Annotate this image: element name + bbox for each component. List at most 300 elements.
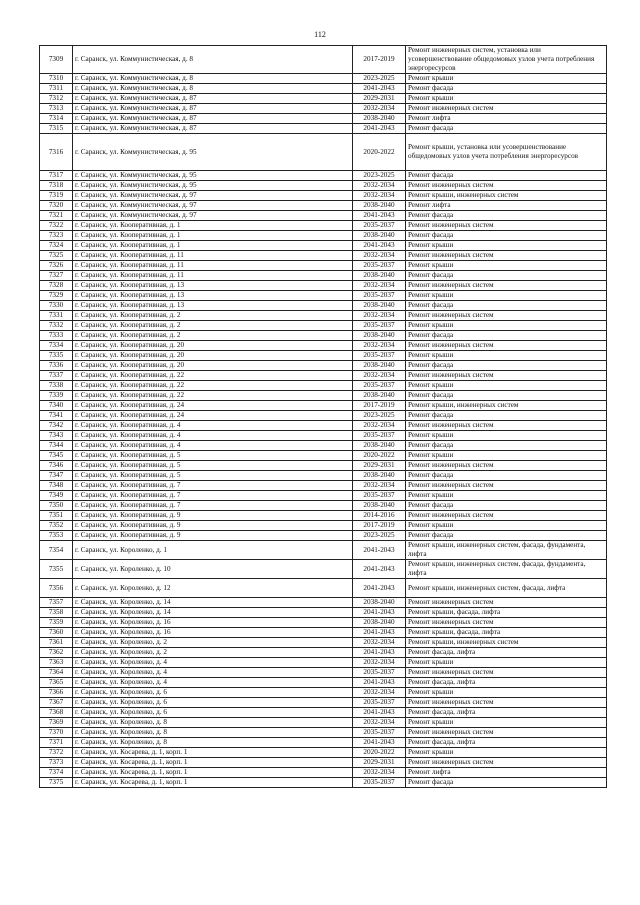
table-row	[40, 441, 607, 451]
row-address: г. Саранск, ул. Коммунистическая, д. 97	[73, 201, 353, 211]
row-period: 2038-2040	[353, 618, 406, 628]
row-work-type: Ремонт инженерных систем	[406, 104, 607, 114]
row-address: г. Саранск, ул. Короленко, д. 6	[73, 708, 353, 718]
row-period: 2041-2043	[353, 541, 406, 560]
row-address: г. Саранск, ул. Кооперативная, д. 7	[73, 481, 353, 491]
row-period: 2041-2043	[353, 738, 406, 748]
row-number: 7350	[40, 501, 73, 511]
row-address: г. Саранск, ул. Кооперативная, д. 22	[73, 381, 353, 391]
row-address: г. Саранск, ул. Кооперативная, д. 11	[73, 251, 353, 261]
row-address: г. Саранск, ул. Кооперативная, д. 1	[73, 241, 353, 251]
row-number: 7338	[40, 381, 73, 391]
row-address: г. Саранск, ул. Кооперативная, д. 1	[73, 221, 353, 231]
row-address: г. Саранск, ул. Кооперативная, д. 9	[73, 511, 353, 521]
row-address: г. Саранск, ул. Коммунистическая, д. 87	[73, 114, 353, 124]
table-row	[40, 678, 607, 688]
table-row	[40, 608, 607, 618]
row-period: 2041-2043	[353, 124, 406, 134]
table-row	[40, 46, 607, 74]
table-row	[40, 341, 607, 351]
row-number: 7355	[40, 560, 73, 579]
row-address: г. Саранск, ул. Кооперативная, д. 20	[73, 341, 353, 351]
row-number: 7334	[40, 341, 73, 351]
row-number: 7322	[40, 221, 73, 231]
row-period: 2017-2019	[353, 521, 406, 531]
table-row	[40, 451, 607, 461]
row-period: 2035-2037	[353, 698, 406, 708]
row-number: 7318	[40, 181, 73, 191]
row-address: г. Саранск, ул. Короленко, д. 4	[73, 678, 353, 688]
row-period: 2032-2034	[353, 481, 406, 491]
row-work-type: Ремонт крыши	[406, 241, 607, 251]
row-number: 7353	[40, 531, 73, 541]
row-address: г. Саранск, ул. Кооперативная, д. 11	[73, 271, 353, 281]
row-address: г. Саранск, ул. Короленко, д. 4	[73, 668, 353, 678]
row-address: г. Саранск, ул. Кооперативная, д. 4	[73, 441, 353, 451]
row-work-type: Ремонт инженерных систем	[406, 728, 607, 738]
row-period: 2032-2034	[353, 281, 406, 291]
row-period: 2041-2043	[353, 579, 406, 598]
table-row	[40, 748, 607, 758]
row-period: 2041-2043	[353, 628, 406, 638]
row-period: 2032-2034	[353, 421, 406, 431]
table-row	[40, 560, 607, 579]
table-row	[40, 114, 607, 124]
row-address: г. Саранск, ул. Кооперативная, д. 11	[73, 261, 353, 271]
table-row	[40, 698, 607, 708]
table-row	[40, 758, 607, 768]
row-number: 7347	[40, 471, 73, 481]
row-period: 2035-2037	[353, 381, 406, 391]
row-address: г. Саранск, ул. Кооперативная, д. 2	[73, 321, 353, 331]
row-number: 7309	[40, 46, 73, 74]
row-period: 2020-2022	[353, 451, 406, 461]
table-row	[40, 511, 607, 521]
row-period: 2038-2040	[353, 331, 406, 341]
row-address: г. Саранск, ул. Косарева, д. 1, корп. 1	[73, 778, 353, 788]
row-number: 7335	[40, 351, 73, 361]
table-row	[40, 728, 607, 738]
row-number: 7352	[40, 521, 73, 531]
table-row	[40, 261, 607, 271]
row-period: 2038-2040	[353, 361, 406, 371]
row-work-type: Ремонт крыши	[406, 291, 607, 301]
row-address: г. Саранск, ул. Короленко, д. 8	[73, 738, 353, 748]
row-work-type: Ремонт крыши, установка или усовершенствование общедомовых узлов учета потребления энергоресурсов	[406, 134, 607, 171]
table-row	[40, 718, 607, 728]
row-number: 7340	[40, 401, 73, 411]
row-address: г. Саранск, ул. Короленко, д. 2	[73, 638, 353, 648]
table-row	[40, 411, 607, 421]
row-number: 7368	[40, 708, 73, 718]
row-work-type: Ремонт крыши, фасада, лифта	[406, 608, 607, 618]
row-work-type: Ремонт инженерных систем	[406, 668, 607, 678]
table-row	[40, 391, 607, 401]
row-address: г. Саранск, ул. Коммунистическая, д. 87	[73, 94, 353, 104]
row-work-type: Ремонт крыши	[406, 261, 607, 271]
row-work-type: Ремонт фасада	[406, 271, 607, 281]
table-row	[40, 104, 607, 114]
row-period: 2014-2016	[353, 511, 406, 521]
row-address: г. Саранск, ул. Коммунистическая, д. 87	[73, 104, 353, 114]
row-number: 7360	[40, 628, 73, 638]
row-period: 2020-2022	[353, 748, 406, 758]
table-row	[40, 231, 607, 241]
table-row	[40, 381, 607, 391]
row-work-type: Ремонт инженерных систем	[406, 698, 607, 708]
row-address: г. Саранск, ул. Косарева, д. 1, корп. 1	[73, 748, 353, 758]
row-work-type: Ремонт крыши	[406, 321, 607, 331]
row-work-type: Ремонт фасада	[406, 211, 607, 221]
row-period: 2038-2040	[353, 441, 406, 451]
table-row	[40, 221, 607, 231]
row-number: 7364	[40, 668, 73, 678]
row-number: 7331	[40, 311, 73, 321]
row-number: 7359	[40, 618, 73, 628]
row-address: г. Саранск, ул. Кооперативная, д. 9	[73, 521, 353, 531]
row-period: 2041-2043	[353, 678, 406, 688]
row-period: 2032-2034	[353, 371, 406, 381]
row-work-type: Ремонт крыши	[406, 718, 607, 728]
row-address: г. Саранск, ул. Короленко, д. 6	[73, 698, 353, 708]
table-body	[40, 46, 607, 788]
row-work-type: Ремонт фасада	[406, 411, 607, 421]
row-period: 2038-2040	[353, 301, 406, 311]
row-address: г. Саранск, ул. Кооперативная, д. 13	[73, 291, 353, 301]
row-work-type: Ремонт крыши	[406, 351, 607, 361]
row-period: 2038-2040	[353, 231, 406, 241]
row-address: г. Саранск, ул. Кооперативная, д. 20	[73, 361, 353, 371]
row-period: 2035-2037	[353, 351, 406, 361]
table-row	[40, 311, 607, 321]
row-work-type: Ремонт лифта	[406, 114, 607, 124]
row-period: 2035-2037	[353, 728, 406, 738]
row-period: 2029-2031	[353, 758, 406, 768]
row-number: 7330	[40, 301, 73, 311]
row-number: 7313	[40, 104, 73, 114]
row-period: 2032-2034	[353, 718, 406, 728]
row-number: 7371	[40, 738, 73, 748]
table-row	[40, 171, 607, 181]
row-work-type: Ремонт крыши	[406, 74, 607, 84]
row-address: г. Саранск, ул. Косарева, д. 1, корп. 1	[73, 768, 353, 778]
row-number: 7361	[40, 638, 73, 648]
row-address: г. Саранск, ул. Короленко, д. 16	[73, 628, 353, 638]
row-period: 2032-2034	[353, 341, 406, 351]
row-period: 2035-2037	[353, 321, 406, 331]
row-address: г. Саранск, ул. Кооперативная, д. 13	[73, 281, 353, 291]
row-work-type: Ремонт фасада	[406, 361, 607, 371]
row-number: 7367	[40, 698, 73, 708]
table-row	[40, 251, 607, 261]
row-address: г. Саранск, ул. Коммунистическая, д. 97	[73, 191, 353, 201]
row-work-type: Ремонт фасада, лифта	[406, 678, 607, 688]
row-period: 2032-2034	[353, 311, 406, 321]
table-row	[40, 658, 607, 668]
row-address: г. Саранск, ул. Кооперативная, д. 4	[73, 431, 353, 441]
row-number: 7345	[40, 451, 73, 461]
row-number: 7365	[40, 678, 73, 688]
row-number: 7344	[40, 441, 73, 451]
row-period: 2032-2034	[353, 181, 406, 191]
table-row	[40, 471, 607, 481]
table-row	[40, 351, 607, 361]
row-work-type: Ремонт инженерных систем	[406, 618, 607, 628]
table-row	[40, 738, 607, 748]
table-row	[40, 331, 607, 341]
page-number: 112	[314, 30, 326, 39]
row-work-type: Ремонт фасада	[406, 171, 607, 181]
row-work-type: Ремонт крыши, инженерных систем, фасада, лифта	[406, 579, 607, 598]
row-work-type: Ремонт фасада, лифта	[406, 738, 607, 748]
row-number: 7339	[40, 391, 73, 401]
row-work-type: Ремонт крыши	[406, 521, 607, 531]
row-period: 2041-2043	[353, 708, 406, 718]
table-row	[40, 579, 607, 598]
row-period: 2032-2034	[353, 191, 406, 201]
row-address: г. Саранск, ул. Кооперативная, д. 24	[73, 401, 353, 411]
row-period: 2035-2037	[353, 291, 406, 301]
row-number: 7346	[40, 461, 73, 471]
repair-schedule-table	[39, 45, 607, 788]
row-period: 2023-2025	[353, 531, 406, 541]
table-row	[40, 181, 607, 191]
table-row	[40, 688, 607, 698]
row-address: г. Саранск, ул. Короленко, д. 16	[73, 618, 353, 628]
row-period: 2032-2034	[353, 688, 406, 698]
row-number: 7356	[40, 579, 73, 598]
row-period: 2035-2037	[353, 668, 406, 678]
row-number: 7358	[40, 608, 73, 618]
row-address: г. Саранск, ул. Короленко, д. 2	[73, 648, 353, 658]
table-row	[40, 461, 607, 471]
table-row	[40, 321, 607, 331]
table-row	[40, 241, 607, 251]
row-work-type: Ремонт инженерных систем	[406, 221, 607, 231]
row-period: 2041-2043	[353, 648, 406, 658]
row-work-type: Ремонт инженерных систем	[406, 371, 607, 381]
row-work-type: Ремонт крыши	[406, 451, 607, 461]
table-row	[40, 271, 607, 281]
row-address: г. Саранск, ул. Кооперативная, д. 9	[73, 531, 353, 541]
row-work-type: Ремонт фасада	[406, 301, 607, 311]
row-work-type: Ремонт крыши	[406, 748, 607, 758]
row-period: 2032-2034	[353, 251, 406, 261]
table-row	[40, 124, 607, 134]
table-row	[40, 521, 607, 531]
row-work-type: Ремонт фасада, лифта	[406, 708, 607, 718]
table-row	[40, 531, 607, 541]
table-row	[40, 84, 607, 94]
row-number: 7329	[40, 291, 73, 301]
row-work-type: Ремонт крыши	[406, 94, 607, 104]
row-number: 7373	[40, 758, 73, 768]
row-number: 7314	[40, 114, 73, 124]
row-address: г. Саранск, ул. Коммунистическая, д. 95	[73, 134, 353, 171]
row-address: г. Саранск, ул. Кооперативная, д. 7	[73, 501, 353, 511]
row-work-type: Ремонт фасада	[406, 84, 607, 94]
row-number: 7321	[40, 211, 73, 221]
row-number: 7351	[40, 511, 73, 521]
table-row	[40, 618, 607, 628]
row-work-type: Ремонт лифта	[406, 201, 607, 211]
row-number: 7343	[40, 431, 73, 441]
row-number: 7370	[40, 728, 73, 738]
row-address: г. Саранск, ул. Коммунистическая, д. 8	[73, 46, 353, 74]
row-address: г. Саранск, ул. Короленко, д. 12	[73, 579, 353, 598]
row-address: г. Саранск, ул. Косарева, д. 1, корп. 1	[73, 758, 353, 768]
table-row	[40, 501, 607, 511]
row-address: г. Саранск, ул. Коммунистическая, д. 8	[73, 74, 353, 84]
row-number: 7326	[40, 261, 73, 271]
row-number: 7363	[40, 658, 73, 668]
row-period: 2038-2040	[353, 271, 406, 281]
row-number: 7341	[40, 411, 73, 421]
row-number: 7316	[40, 134, 73, 171]
row-period: 2038-2040	[353, 598, 406, 608]
row-number: 7327	[40, 271, 73, 281]
row-address: г. Саранск, ул. Кооперативная, д. 1	[73, 231, 353, 241]
row-period: 2035-2037	[353, 778, 406, 788]
row-work-type: Ремонт крыши	[406, 491, 607, 501]
row-work-type: Ремонт крыши	[406, 688, 607, 698]
row-work-type: Ремонт инженерных систем	[406, 281, 607, 291]
row-work-type: Ремонт фасада	[406, 391, 607, 401]
row-period: 2035-2037	[353, 431, 406, 441]
row-address: г. Саранск, ул. Коммунистическая, д. 8	[73, 84, 353, 94]
table-row	[40, 768, 607, 778]
table-row	[40, 638, 607, 648]
row-number: 7362	[40, 648, 73, 658]
row-address: г. Саранск, ул. Короленко, д. 10	[73, 560, 353, 579]
row-work-type: Ремонт крыши	[406, 381, 607, 391]
row-address: г. Саранск, ул. Кооперативная, д. 22	[73, 391, 353, 401]
row-work-type: Ремонт лифта	[406, 768, 607, 778]
table-row	[40, 134, 607, 171]
row-work-type: Ремонт фасада	[406, 441, 607, 451]
row-address: г. Саранск, ул. Коммунистическая, д. 95	[73, 181, 353, 191]
row-work-type: Ремонт крыши, инженерных систем, фасада, фундамента, лифта	[406, 560, 607, 579]
row-number: 7354	[40, 541, 73, 560]
row-number: 7323	[40, 231, 73, 241]
row-period: 2038-2040	[353, 114, 406, 124]
row-period: 2035-2037	[353, 221, 406, 231]
table-row	[40, 74, 607, 84]
row-address: г. Саранск, ул. Кооперативная, д. 4	[73, 421, 353, 431]
row-work-type: Ремонт крыши, инженерных систем	[406, 191, 607, 201]
table-row	[40, 291, 607, 301]
table-row	[40, 401, 607, 411]
row-address: г. Саранск, ул. Коммунистическая, д. 97	[73, 211, 353, 221]
row-number: 7332	[40, 321, 73, 331]
row-number: 7337	[40, 371, 73, 381]
table-row	[40, 301, 607, 311]
table-row	[40, 421, 607, 431]
row-period: 2032-2034	[353, 638, 406, 648]
row-period: 2038-2040	[353, 391, 406, 401]
table-row	[40, 598, 607, 608]
table-row	[40, 94, 607, 104]
row-period: 2041-2043	[353, 84, 406, 94]
row-period: 2017-2019	[353, 46, 406, 74]
table-row	[40, 491, 607, 501]
row-address: г. Саранск, ул. Коммунистическая, д. 95	[73, 171, 353, 181]
row-period: 2032-2034	[353, 104, 406, 114]
row-number: 7315	[40, 124, 73, 134]
row-number: 7311	[40, 84, 73, 94]
table-row	[40, 201, 607, 211]
row-number: 7328	[40, 281, 73, 291]
row-address: г. Саранск, ул. Кооперативная, д. 2	[73, 331, 353, 341]
row-address: г. Саранск, ул. Кооперативная, д. 20	[73, 351, 353, 361]
row-period: 2038-2040	[353, 201, 406, 211]
row-period: 2032-2034	[353, 768, 406, 778]
table-row	[40, 668, 607, 678]
table-row	[40, 628, 607, 638]
row-period: 2038-2040	[353, 501, 406, 511]
row-address: г. Саранск, ул. Короленко, д. 8	[73, 728, 353, 738]
row-work-type: Ремонт инженерных систем, установка или усовершенствование общедомовых узлов учета потребления энергоресурсов	[406, 46, 607, 74]
row-number: 7366	[40, 688, 73, 698]
row-number: 7333	[40, 331, 73, 341]
row-address: г. Саранск, ул. Короленко, д. 6	[73, 688, 353, 698]
row-number: 7374	[40, 768, 73, 778]
row-address: г. Саранск, ул. Коммунистическая, д. 87	[73, 124, 353, 134]
row-work-type: Ремонт инженерных систем	[406, 421, 607, 431]
row-period: 2017-2019	[353, 401, 406, 411]
row-work-type: Ремонт фасада	[406, 778, 607, 788]
row-address: г. Саранск, ул. Кооперативная, д. 2	[73, 311, 353, 321]
table-row	[40, 211, 607, 221]
row-work-type: Ремонт фасада	[406, 501, 607, 511]
table-row	[40, 481, 607, 491]
row-number: 7369	[40, 718, 73, 728]
row-work-type: Ремонт фасада	[406, 231, 607, 241]
row-number: 7325	[40, 251, 73, 261]
row-period: 2041-2043	[353, 241, 406, 251]
row-address: г. Саранск, ул. Кооперативная, д. 24	[73, 411, 353, 421]
row-period: 2035-2037	[353, 491, 406, 501]
row-number: 7349	[40, 491, 73, 501]
row-work-type: Ремонт фасада	[406, 471, 607, 481]
row-address: г. Саранск, ул. Кооперативная, д. 13	[73, 301, 353, 311]
row-period: 2020-2022	[353, 134, 406, 171]
row-work-type: Ремонт фасада	[406, 124, 607, 134]
table-row	[40, 371, 607, 381]
row-address: г. Саранск, ул. Короленко, д. 8	[73, 718, 353, 728]
row-period: 2035-2037	[353, 261, 406, 271]
row-number: 7317	[40, 171, 73, 181]
row-number: 7336	[40, 361, 73, 371]
table-row	[40, 541, 607, 560]
row-period: 2032-2034	[353, 658, 406, 668]
row-period: 2041-2043	[353, 211, 406, 221]
row-work-type: Ремонт инженерных систем	[406, 181, 607, 191]
row-address: г. Саранск, ул. Кооперативная, д. 5	[73, 471, 353, 481]
row-period: 2029-2031	[353, 94, 406, 104]
row-period: 2029-2031	[353, 461, 406, 471]
row-number: 7342	[40, 421, 73, 431]
table-row	[40, 708, 607, 718]
row-period: 2023-2025	[353, 74, 406, 84]
row-number: 7319	[40, 191, 73, 201]
row-address: г. Саранск, ул. Короленко, д. 14	[73, 608, 353, 618]
row-work-type: Ремонт фасада	[406, 531, 607, 541]
row-period: 2023-2025	[353, 171, 406, 181]
row-work-type: Ремонт фасада, лифта	[406, 648, 607, 658]
row-address: г. Саранск, ул. Кооперативная, д. 22	[73, 371, 353, 381]
table-row	[40, 431, 607, 441]
